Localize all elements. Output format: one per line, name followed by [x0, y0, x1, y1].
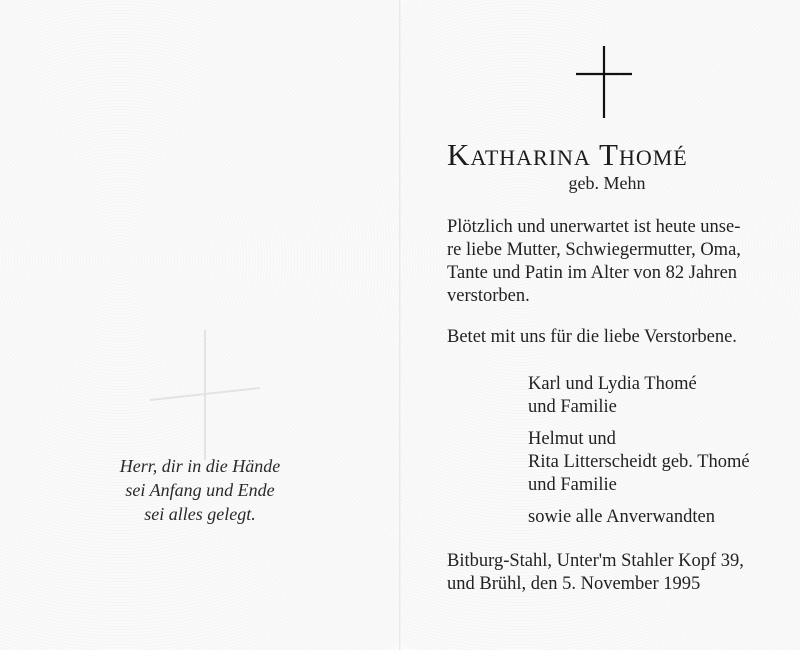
announcement — [447, 216, 777, 308]
place-line: Bitburg-Stahl, Unter'm Stahler Kopf 39, — [447, 551, 744, 571]
announcement-line: re liebe Mutter, Schwiegermutter, Oma, — [447, 240, 741, 260]
announcement-line: Plötzlich und unerwartet ist heute unse- — [447, 217, 741, 237]
announcement-line: Tante und Patin im Alter von 82 Jahren — [447, 263, 738, 283]
place-and-date — [447, 550, 787, 596]
survivor-line: Helmut und — [528, 429, 616, 449]
verse-line: Herr, dir in die Hände — [119, 456, 281, 476]
maiden-name: geb. Mehn — [568, 173, 646, 193]
verse — [60, 454, 340, 526]
cross-icon — [574, 46, 634, 118]
date-line: und Brühl, den 5. November 1995 — [447, 574, 701, 594]
verse-line: sei Anfang und Ende — [125, 480, 275, 500]
survivor-line: und Familie — [528, 475, 617, 495]
announcement-line: verstorben. — [447, 286, 530, 306]
survivor-entry — [528, 373, 798, 419]
survivor-line: Rita Litterscheidt geb. Thomé — [528, 452, 750, 472]
deceased-name: Katharina Thomé — [447, 137, 688, 172]
verse-line: sei alles gelegt. — [144, 504, 256, 524]
prayer-request: Betet mit uns für die liebe Verstorbene. — [447, 327, 737, 347]
other-relatives: sowie alle Anverwandten — [528, 507, 715, 527]
survivor-entry — [528, 428, 798, 497]
faint-cross-icon — [150, 330, 260, 460]
survivor-line: Karl und Lydia Thomé — [528, 374, 697, 394]
survivors-list — [528, 373, 798, 529]
survivor-line: und Familie — [528, 397, 617, 417]
